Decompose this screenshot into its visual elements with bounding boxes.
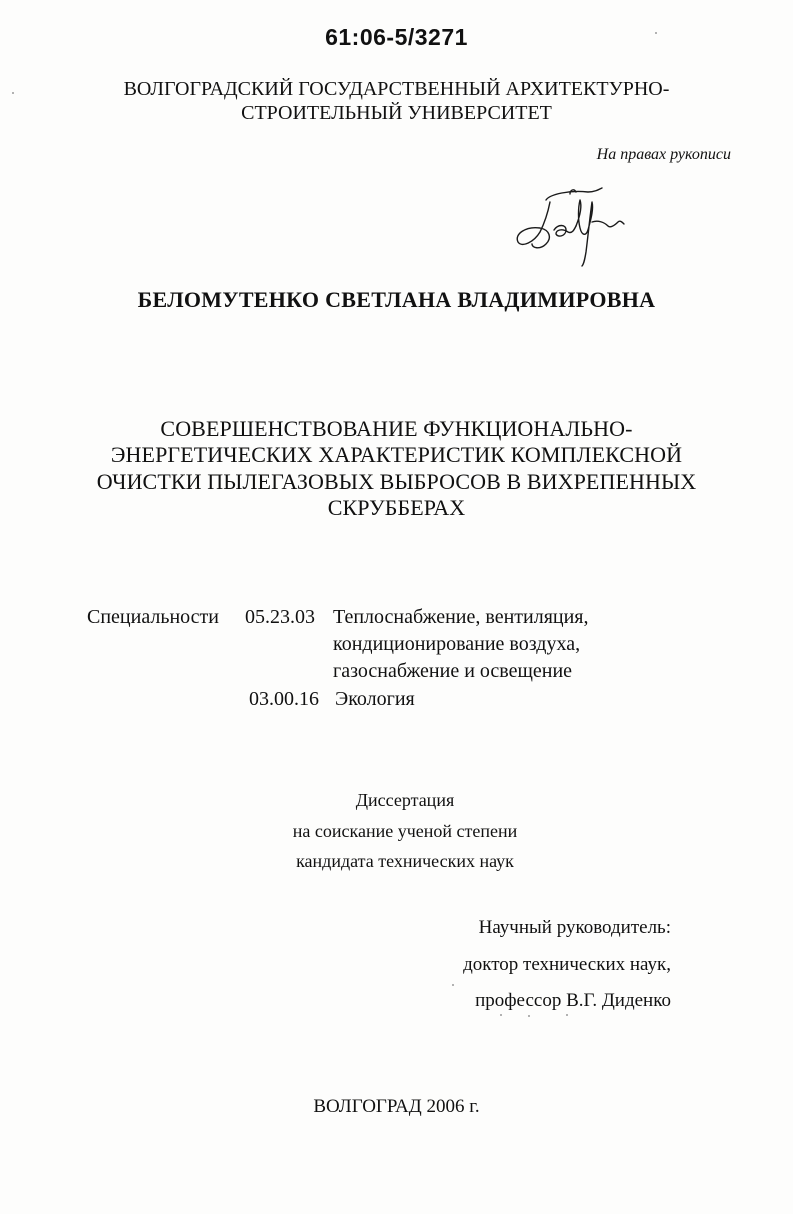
specialty-name-line: газоснабжение и освещение (333, 660, 573, 682)
handwritten-signature (510, 186, 630, 268)
degree-purpose: на соискание ученой степени (292, 821, 518, 841)
dissertation-title-line-3: ОЧИСТКИ ПЫЛЕГАЗОВЫХ ВЫБРОСОВ В ВИХРЕПЕННЫХ (96, 469, 697, 494)
dissertation-type: Диссертация (355, 790, 455, 810)
specialty-name-line: Экология (335, 688, 415, 710)
scan-speck (500, 1014, 502, 1016)
city-and-year: ВОЛГОГРАД 2006 г. (313, 1096, 480, 1117)
dissertation-title-line-2: ЭНЕРГЕТИЧЕСКИХ ХАРАКТЕРИСТИК КОМПЛЕКСНОЙ (110, 442, 683, 467)
university-name-line-2: СТРОИТЕЛЬНЫЙ УНИВЕРСИТЕТ (241, 102, 552, 124)
supervisor-name: профессор В.Г. Диденко (475, 990, 671, 1011)
specialty-code: 03.00.16 (249, 688, 319, 710)
dissertation-title-line-4: СКРУББЕРАХ (327, 495, 466, 520)
catalog-number: 61:06-5/3271 (325, 24, 468, 50)
university-name-line-1: ВОЛГОГРАДСКИЙ ГОСУДАРСТВЕННЫЙ АРХИТЕКТУРНО- (123, 78, 670, 100)
scan-speck (12, 92, 14, 94)
specialty-name-line: кондиционирование воздуха, (333, 633, 581, 655)
specialties-label: Специальности (87, 606, 220, 628)
scan-speck (528, 1015, 530, 1017)
manuscript-rights-note: На правах рукописи (596, 146, 731, 163)
degree-name: кандидата технических наук (296, 851, 514, 871)
dissertation-title-line-1: СОВЕРШЕНСТВОВАНИЕ ФУНКЦИОНАЛЬНО- (160, 416, 633, 441)
supervisor-label: Научный руководитель: (478, 917, 671, 938)
specialty-name-line: Теплоснабжение, вентиляция, (333, 606, 589, 628)
specialty-code: 05.23.03 (245, 606, 315, 628)
scan-speck (655, 32, 657, 34)
author-name: БЕЛОМУТЕНКО СВЕТЛАНА ВЛАДИМИРОВНА (137, 287, 656, 312)
scan-speck (566, 1014, 568, 1016)
supervisor-degree: доктор технических наук, (463, 954, 671, 975)
scan-speck (452, 984, 454, 986)
